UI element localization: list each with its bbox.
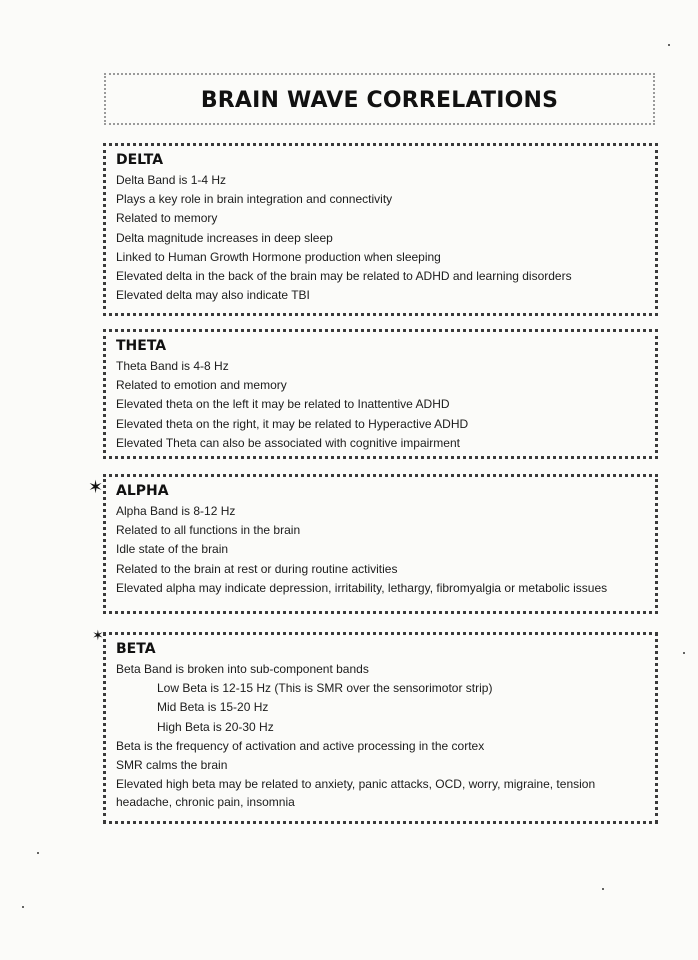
theta-line: Theta Band is 4-8 Hz [116,359,229,373]
delta-line: Delta magnitude increases in deep sleep [116,230,333,245]
page-title: BRAIN WAVE CORRELATIONS [200,88,559,113]
alpha-line: Elevated alpha may indicate depression, irritability, lethargy, fibromyalgia or metabolic issues [116,580,608,595]
star-mark-icon: ✶ [88,477,104,497]
theta-section [103,329,658,459]
scan-speck [668,44,670,46]
scan-speck [37,852,39,854]
beta-line: Elevated high beta may be related to anxiety, panic attacks, OCD, worry, migraine, tension headache, chronic pain, insomnia [116,777,596,810]
star-mark-icon: ✶ [92,627,104,643]
beta-section [103,632,658,824]
delta-section [103,143,658,316]
beta-subband-line: Mid Beta is 15-20 Hz [157,700,269,715]
delta-line: Elevated delta in the back of the brain may be related to ADHD and learning disorders [116,269,572,284]
alpha-line: Alpha Band is 8-12 Hz [116,504,236,518]
alpha-line: Related to all functions in the brain [116,523,301,538]
title-box [104,73,655,125]
beta-subband-line: Low Beta is 12-15 Hz (This is SMR over the sensorimotor strip) [157,681,493,696]
theta-heading: THETA [116,338,167,354]
beta-line: Beta Band is broken into sub-component bands [116,662,369,676]
delta-line: Delta Band is 1-4 Hz [116,173,227,187]
theta-line: Elevated Theta can also be associated with cognitive impairment [116,435,460,450]
scan-speck [683,652,685,654]
delta-line: Elevated delta may also indicate TBI [116,288,310,303]
delta-line: Related to memory [116,211,218,226]
beta-heading: BETA [116,641,156,657]
delta-heading: DELTA [116,152,164,168]
theta-line: Elevated theta on the left it may be related to Inattentive ADHD [116,397,450,412]
beta-line: Beta is the frequency of activation and active processing in the cortex [116,738,485,753]
alpha-line: Related to the brain at rest or during routine activities [116,561,398,576]
alpha-section [103,474,658,614]
beta-subband-line: High Beta is 20-30 Hz [157,719,274,734]
scan-speck [602,888,604,890]
beta-line: SMR calms the brain [116,758,228,773]
delta-line: Linked to Human Growth Hormone production when sleeping [116,249,441,264]
theta-line: Elevated theta on the right, it may be related to Hyperactive ADHD [116,416,469,431]
theta-line: Related to emotion and memory [116,378,287,393]
delta-line: Plays a key role in brain integration and connectivity [116,192,393,207]
alpha-heading: ALPHA [116,483,169,499]
alpha-line: Idle state of the brain [116,542,229,557]
scan-speck [22,906,24,908]
